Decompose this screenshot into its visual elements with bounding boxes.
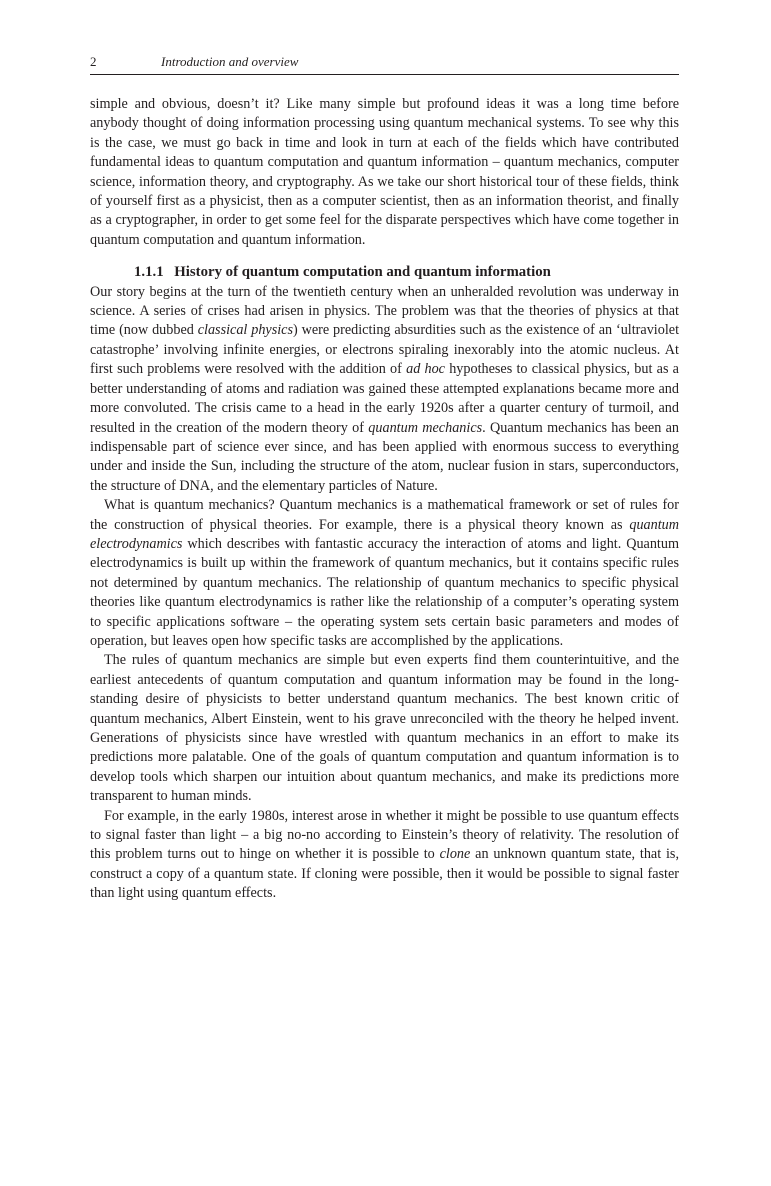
emphasis-quantum-mechanics: quantum mechanics — [368, 419, 483, 436]
paragraph-cloning — [90, 807, 679, 904]
text-run: . Quantum mechanics has been an indispensable part of science ever since, and has been applied with enormous success to everything under and inside the Sun, including the structure of the atom, nuclear fusion in stars, superconductors, the structure of DNA, and the elementary particles of Nature. — [90, 419, 679, 494]
emphasis-ad-hoc: ad hoc — [406, 361, 445, 378]
paragraph-history — [90, 283, 679, 496]
emphasis-classical-physics: classical physics — [197, 322, 293, 339]
page-body — [90, 95, 679, 904]
text-run: which describes with fantastic accuracy the interaction of atoms and light. Quantum electrodynamics is built up within the framework of quantum mechanics, but it contains specific rules not determined by quantum mechanics. The relationship of quantum mechanics to specific physical theories like quantum electrodynamics is rather like the relationship of a computer’s operating system to specific applications software – the operating system sets certain basic parameters and modes of operation, but leaves open how specific tasks are accomplished by the applications. — [90, 535, 679, 649]
paragraph-what-is-qm — [90, 496, 679, 651]
intro-paragraph: simple and obvious, doesn’t it? Like many simple but profound ideas it was a long time before anybody thought of doing information processing using quantum mechanical systems. To see why this is the case, we must go back in time and look in turn at each of the fields which have contributed fundamental ideas to quantum computation and quantum information – quantum mechanics, computer science, information theory, and cryptography. As we take our short historical tour of these fields, think of yourself first as a physicist, then as a computer scientist, then as an information theorist, and finally as a cryptographer, in order to get some feel for the disparate perspectives which have come together in quantum computation and quantum information. — [90, 96, 679, 248]
emphasis-quantum-electrodynamics: quantum electrodynamics — [90, 516, 679, 552]
text-run: Our story begins at the turn of the twentieth century when an unheralded revolution was underway in science. A series of crises had arisen in physics. The problem was that the theories of physics at that time (now dubbed — [90, 283, 679, 339]
section-heading — [90, 263, 679, 282]
text-run: What is quantum mechanics? Quantum mechanics is a mathematical framework or set of rules for the construction of physical theories. For example, there is a physical theory known as — [90, 497, 679, 533]
text-run: an unknown quantum state, that is, construct a copy of a quantum state. If cloning were possible, then it would be possible to signal faster than light using quantum effects. — [90, 846, 679, 902]
running-title: Introduction and overview — [161, 54, 299, 69]
paragraph-rules: The rules of quantum mechanics are simple but even experts find them counterintuitive, and the earliest antecedents of quantum computation and quantum information may be found in the long-standing desire of physicists to better understand quantum mechanics. The best known critic of quantum mechanics, Albert Einstein, went to his grave unreconciled with the theory he helped invent. Generations of physicists since have wrestled with quantum mechanics in an effort to make its predictions more palatable. One of the goals of quantum computation and quantum information is to develop tools which sharpen our intuition about quantum mechanics, and make its predictions more transparent to human minds. — [90, 652, 679, 805]
text-run: hypotheses to classical physics, but as a better understanding of atoms and radiation was gained these attempted explanations became more and more convoluted. The crisis came to a head in the early 1920s after a quarter century of turmoil, and resulted in the creation of the modern theory of — [90, 361, 679, 436]
text-run: ) were predicting absurdities such as the existence of an ‘ultraviolet catastrophe’ involving infinite energies, or electrons spiraling inexorably into the atomic nucleus. At first such problems were resolved with the addition of — [90, 322, 680, 378]
section-number: 1.1.1 — [134, 264, 164, 281]
page-number: 2 — [90, 54, 97, 69]
section-title: History of quantum computation and quantum information — [174, 264, 551, 281]
emphasis-clone: clone — [439, 846, 471, 863]
text-run: For example, in the early 1980s, interest arose in whether it might be possible to use quantum effects to signal faster than light – a big no-no according to Einstein’s theory of relativity. The resolution of this problem turns out to hinge on whether it is possible to — [90, 807, 679, 863]
running-header — [90, 52, 679, 75]
